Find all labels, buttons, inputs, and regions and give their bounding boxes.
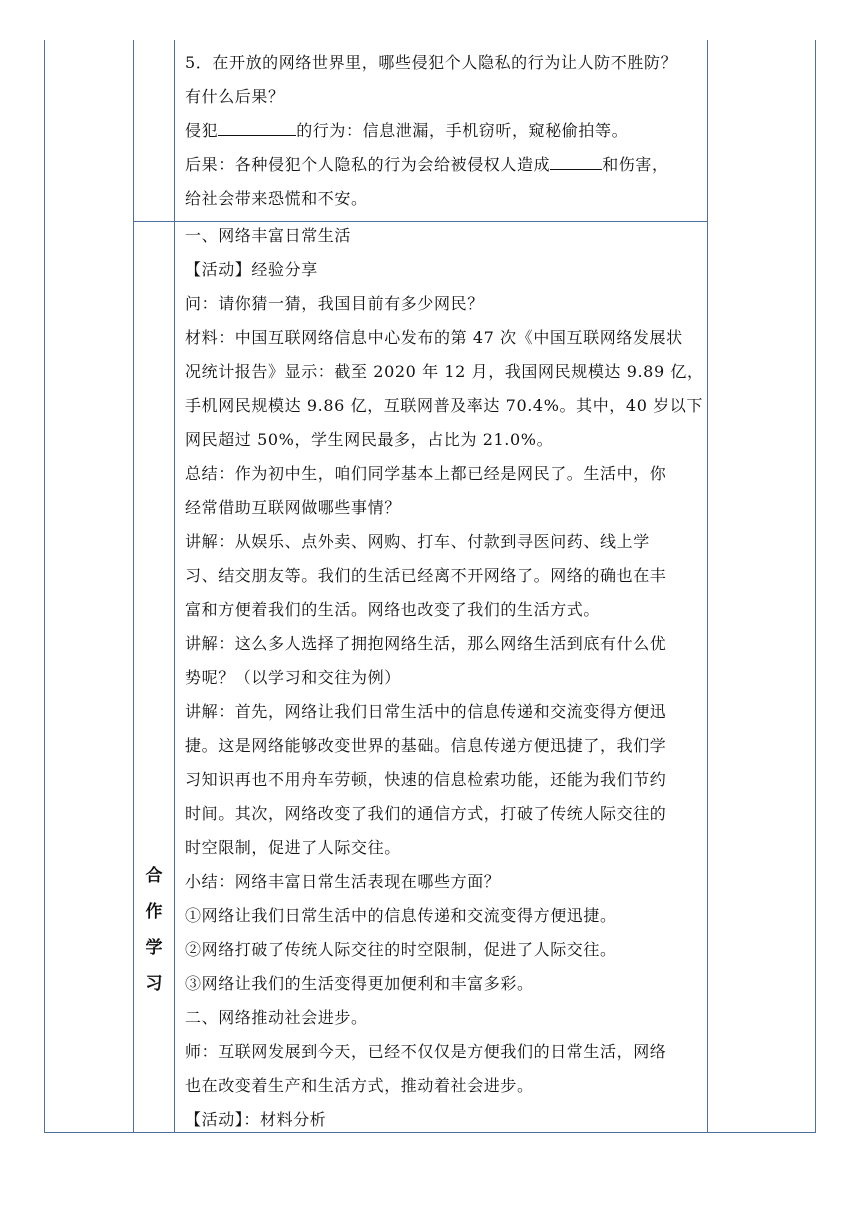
content-line: 讲解：从娱乐、点外卖、网购、打车、付款到寻医问药、线上学	[185, 532, 650, 551]
label-char: 习	[145, 974, 163, 994]
label-char: 合	[145, 866, 163, 886]
content-line: 讲解：首先，网络让我们日常生活中的信息传递和交流变得方便迅	[185, 702, 667, 721]
content-line: 时空限制，促进了人际交往。	[185, 838, 401, 857]
lesson-content-cell	[185, 219, 705, 1137]
content-line: 况统计报告》显示：截至 2020 年 12 月，我国网民规模达 9.89 亿，	[185, 362, 704, 381]
content-line: 一、网络丰富日常生活	[185, 226, 352, 245]
content-line: 也在改变着生产和生活方式，推动着社会进步。	[185, 1076, 534, 1095]
content-line: 小结：网络丰富日常生活表现在哪些方面？	[185, 872, 501, 891]
content-line: 讲解：这么多人选择了拥抱网络生活，那么网络生活到底有什么优	[185, 634, 667, 653]
label-char: 作	[145, 902, 163, 922]
content-line: 捷。这是网络能够改变世界的基础。信息传递方便迅捷了，我们学	[185, 736, 667, 755]
table-border-col3	[707, 40, 708, 1133]
content-line: 材料：中国互联网络信息中心发布的第 47 次《中国互联网络发展状	[185, 328, 683, 347]
content-line: 二、网络推动社会进步。	[185, 1008, 368, 1027]
content-line: 手机网民规模达 9.86 亿，互联网普及率达 70.4%。其中，40 岁以下	[185, 396, 703, 415]
section-label-cooperative-learning	[134, 858, 174, 1002]
content-line: ③网络让我们的生活变得更加便利和丰富多彩。	[185, 974, 534, 993]
fill-text-after: 和伤害，	[602, 155, 669, 174]
answer-blank[interactable]	[550, 151, 602, 170]
table-border-right	[815, 40, 816, 1133]
content-line: 【活动】：材料分析	[185, 1110, 327, 1129]
fill-in-line-consequence	[185, 148, 705, 182]
fill-text-before: 侵犯	[185, 121, 219, 140]
answer-blank[interactable]	[218, 117, 296, 136]
content-line: 时间。其次，网络改变了我们的通信方式，打破了传统人际交往的	[185, 804, 667, 823]
question-line: 有什么后果？	[185, 87, 285, 106]
content-line: 师：互联网发展到今天，已经不仅仅是方便我们的日常生活，网络	[185, 1042, 667, 1061]
content-line: ②网络打破了传统人际交往的时空限制，促进了人际交往。	[185, 940, 617, 959]
content-line: 【活动】经验分享	[185, 260, 318, 279]
consequence-line: 给社会带来恐慌和不安。	[185, 189, 368, 208]
content-line: 网民超过 50%，学生网民最多，占比为 21.0%。	[185, 430, 554, 449]
fill-text-before: 后果：各种侵犯个人隐私的行为会给被侵权人造成	[185, 155, 551, 174]
content-line: 总结：作为初中生，咱们同学基本上都已经是网民了。生活中，你	[185, 464, 667, 483]
table-border-col2	[174, 40, 175, 1133]
label-char: 学	[145, 938, 163, 958]
content-line: ①网络让我们日常生活中的信息传递和交流变得方便迅捷。	[185, 906, 617, 925]
content-line: 习、结交朋友等。我们的生活已经离不开网络了。网络的确也在丰	[185, 566, 667, 585]
content-line: 习知识再也不用舟车劳顿，快速的信息检索功能，还能为我们节约	[185, 770, 667, 789]
question-line: 5．在开放的网络世界里，哪些侵犯个人隐私的行为让人防不胜防？	[185, 53, 678, 72]
table-border-left	[44, 40, 45, 1133]
fill-in-line-behavior	[185, 114, 705, 148]
content-line: 问：请你猜一猜，我国目前有多少网民？	[185, 294, 484, 313]
content-line: 势呢？（以学习和交往为例）	[185, 668, 401, 687]
fill-text-after: 的行为：信息泄漏，手机窃听，窥秘偷拍等。	[296, 121, 629, 140]
privacy-question-cell	[185, 46, 705, 216]
content-line: 富和方便着我们的生活。网络也改变了我们的生活方式。	[185, 600, 601, 619]
content-line: 经常借助互联网做哪些事情？	[185, 498, 401, 517]
